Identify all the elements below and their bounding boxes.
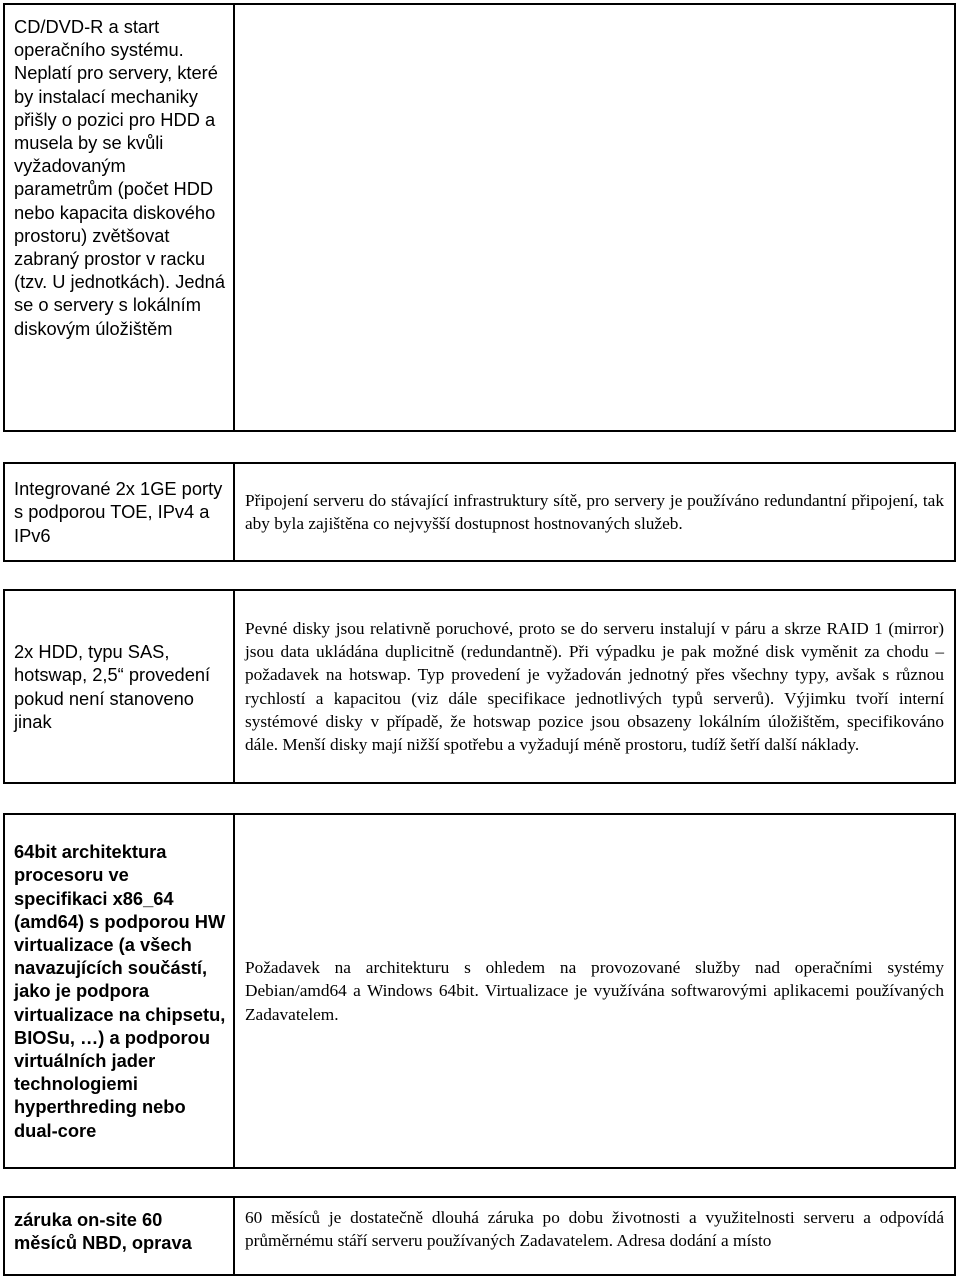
requirement-text: Integrované 2x 1GE porty s podporou TOE, IPv4 a IPv6 [14,478,223,546]
justification-cell [235,464,954,560]
requirement-cell [5,591,235,782]
requirement-text: CD/DVD-R a start operačního systému. Neplatí pro servery, které by instalací mechaniky přišly o pozici pro HDD a musela by se kvůli vyžadovaným parametrům (počet HDD nebo kapacita diskového prostoru) zvětšovat zabraný prostor v racku (tzv. U jednotkách). Jedná se o servery s lokálním diskovým úložištěm [14,16,226,339]
requirement-cell [5,5,235,430]
justification-cell [235,591,954,782]
table-row [3,813,956,1169]
table-row [3,462,956,562]
requirement-cell [5,1198,235,1274]
justification-cell [235,1198,954,1274]
requirement-text: 64bit architektura procesoru ve specifikaci x86_64 (amd64) s podporou HW virtualizace (a všech navazujících součástí, jako je podpora virtualizace na chipsetu, BIOSu, …) a podporou virtuálních jader technologiemi hyperthreding nebo dual-core [14,841,226,1141]
table-row [3,589,956,784]
table-row [3,1196,956,1276]
justification-text: Připojení serveru do stávající infrastruktury sítě, pro servery je používáno redundantní připojení, tak aby byla zajištěna co nejvyšší dostupnost hostnovaných služeb. [245,490,944,533]
table-row [3,3,956,432]
requirement-text: záruka on-site 60 měsíců NBD, oprava [14,1209,192,1254]
justification-text: Požadavek na architekturu s ohledem na provozované služby nad operačními systémy Debian/amd64 a Windows 64bit. Virtualizace je využívána softwarovými aplikacemi používaných Zadavatelem. [245,958,944,1024]
justification-text: 60 měsíců je dostatečně dlouhá záruka po dobu životnosti a využitelnosti serveru a odpovídá průměrnému stáří serveru používaných Zadavatelem. Adresa dodání a místo [245,1208,944,1251]
justification-text: Pevné disky jsou relativně poruchové, proto se do serveru instalují v páru a skrze RAID 1 (mirror) jsou data ukládána duplicitně (redundantně). Při výpadku je pak možné disk vyměnit za chodu – požadavek na hotswap. Typ provedení je vyžadován jednotný přes všechny typy, avšak s různou rychlostí a kapacitou (viz dále specifikace jednotlivých typů serverů). Výjimku tvoří interní systémové disky v případě, že hotswap pozice jsou obsazeny lokálním úložištěm, specifikováno dále. Menší disky mají nižší spotřebu a vyžadují méně prostoru, tudíž šetří další náklady. [245,618,944,754]
justification-cell [235,815,954,1167]
requirement-cell [5,815,235,1167]
requirement-cell [5,464,235,560]
justification-cell [235,5,954,430]
requirement-text: 2x HDD, typu SAS, hotswap, 2,5“ provedení pokud není stanoveno jinak [14,641,211,732]
